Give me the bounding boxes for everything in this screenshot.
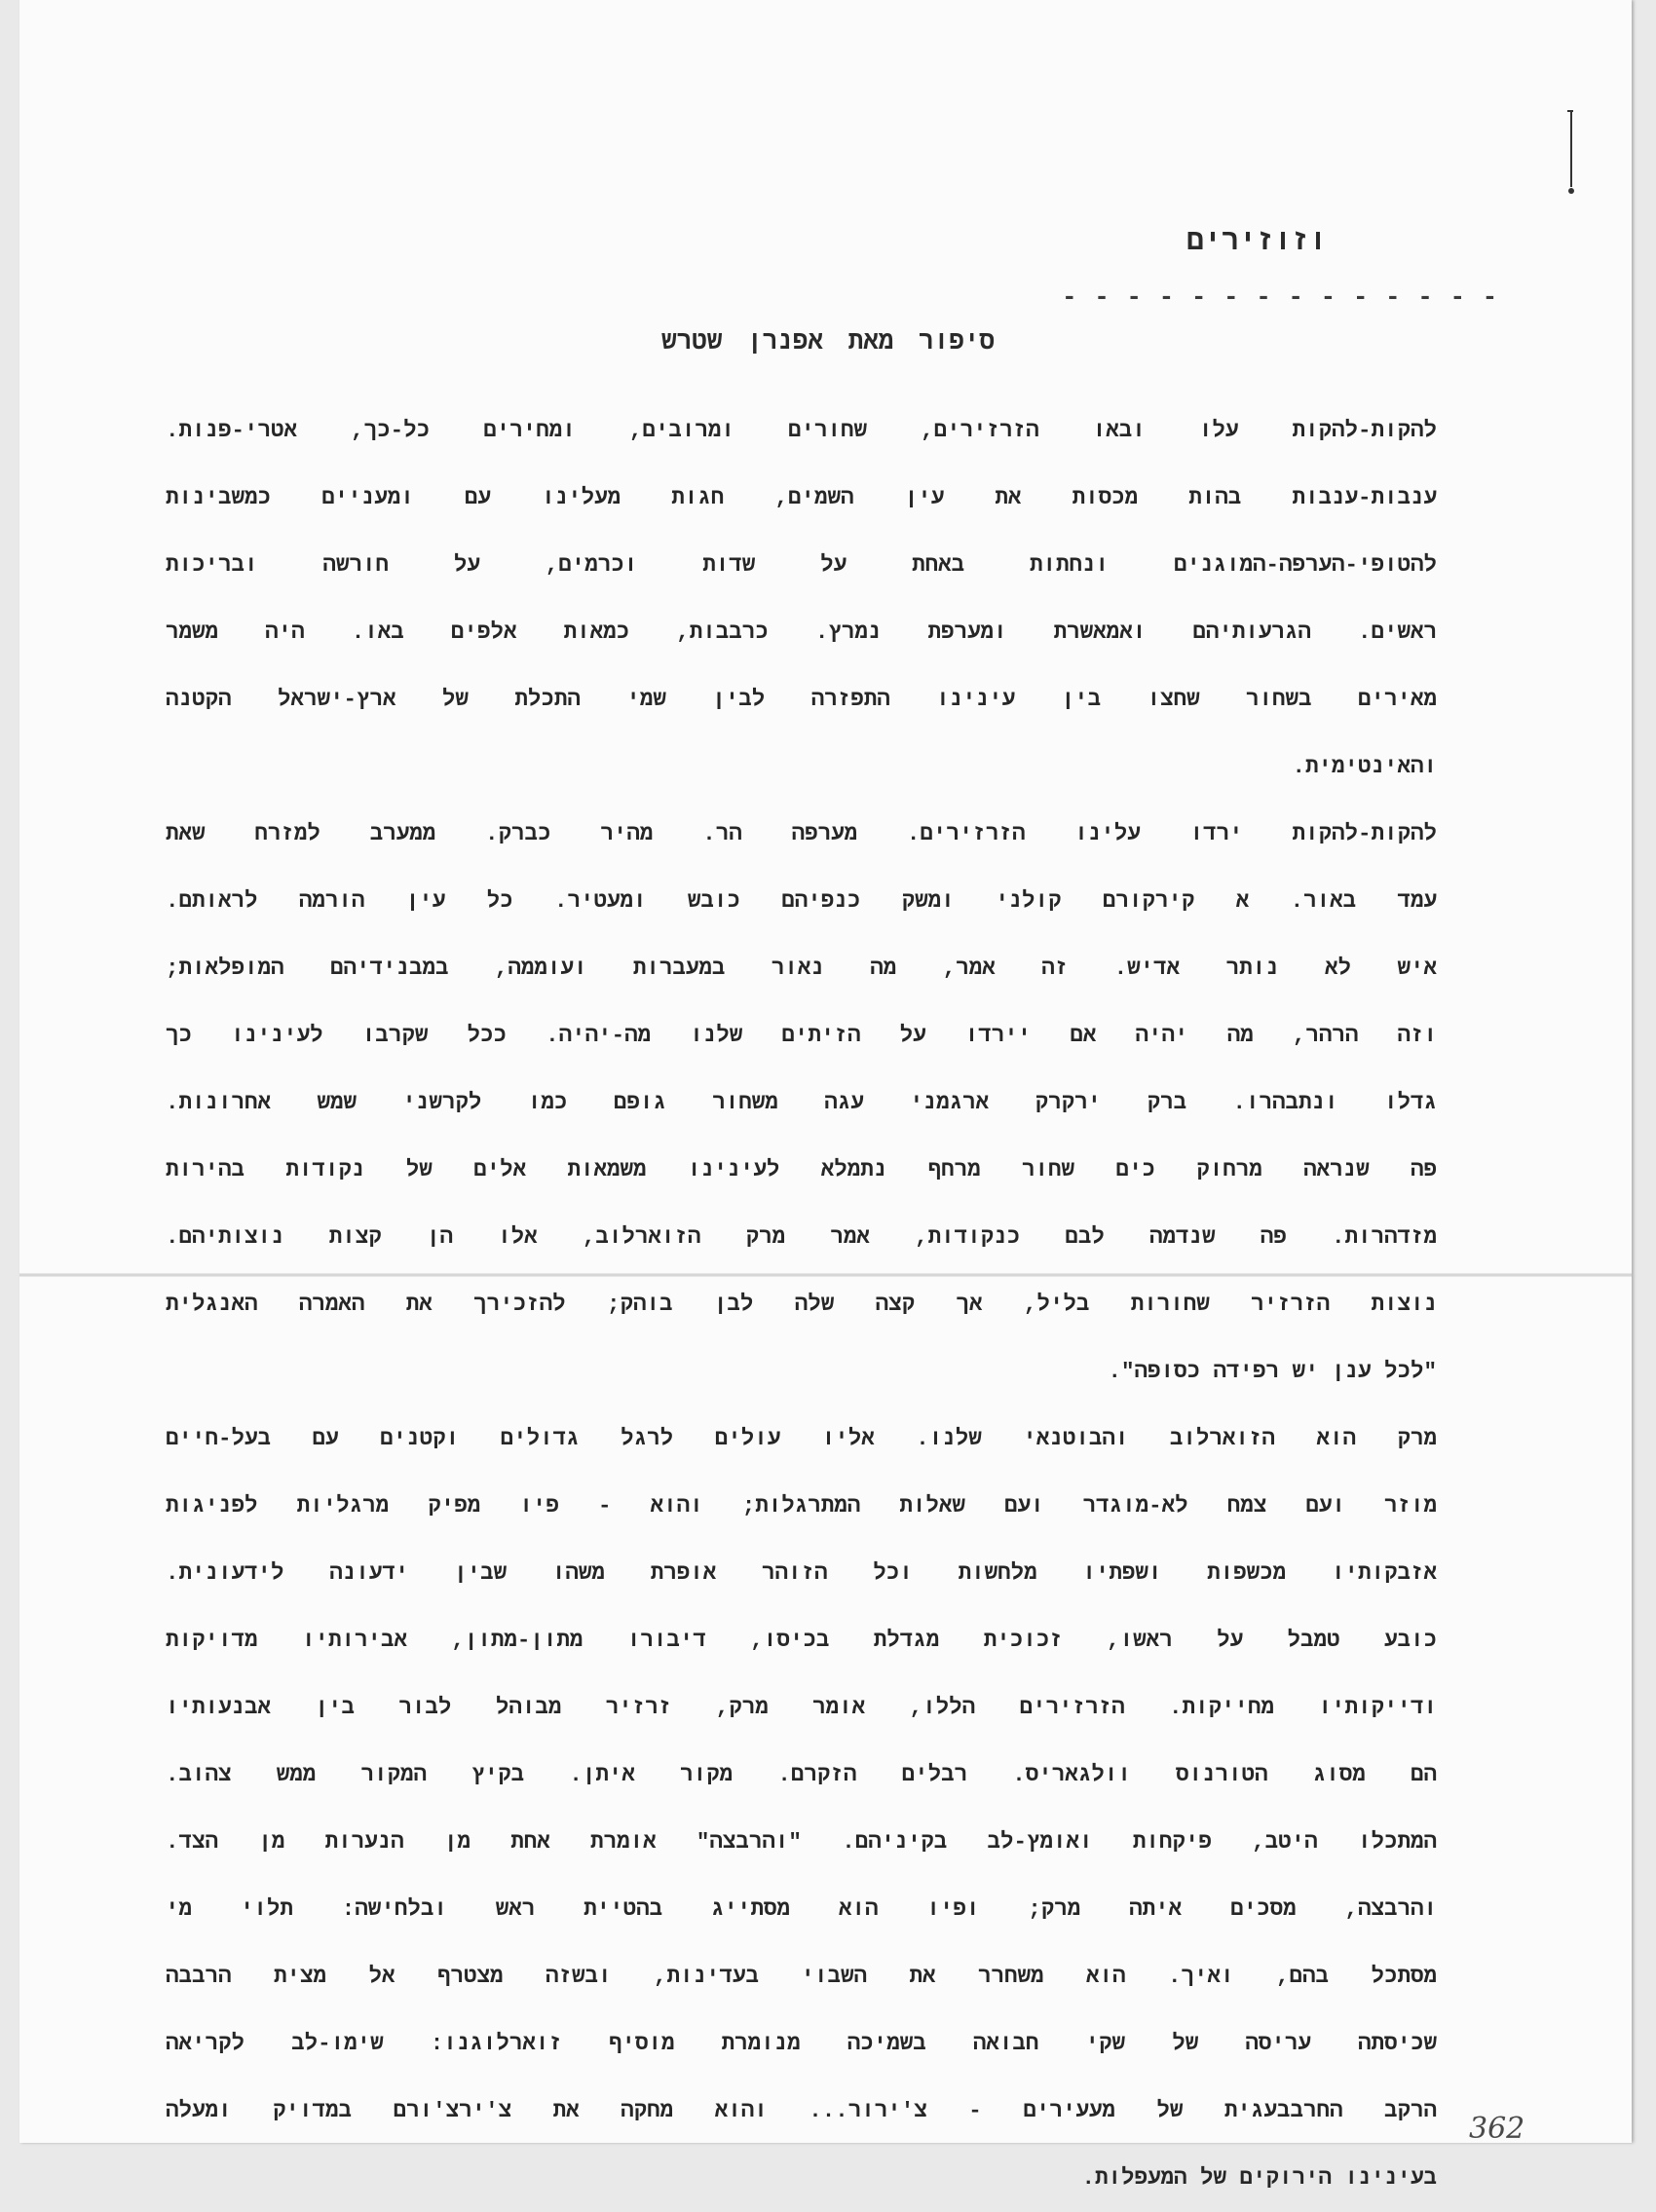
text-line: נוצות הזרזיר שחורות בליל, אך קצה שלה לבן בוהק; להזכירך את האמרה האנגלית xyxy=(166,1292,1437,1317)
text-line: המתכלו היטב, פיקחות ואומץ-לב בקיניהם. "והרבצה" אומרת אחת מן הנערות מן הצד. xyxy=(166,1829,1437,1855)
text-line: והרבצה, מסכים איתה מרק; ופיו הוא מסתייג בהטיית ראש ובלחישה: תלוי מי xyxy=(166,1896,1437,1922)
text-line: גדלו ונתבהרו. ברק ירקרק ארגמני עגה משחור גופם כמו לקרשני שמש אחרונות. xyxy=(166,1090,1437,1115)
text-line: מוזר ועם צמח לא-מוגדר ועם שאלות המתרגלות; והוא - פיו מפיק מרגליות לפניגות xyxy=(166,1493,1437,1518)
text-line: מזדהרות. פה שנדמה לבם כנקודות, אמר מרק הזוארלוב, אלו הן קצות נוצותיהם. xyxy=(166,1224,1437,1250)
text-line: איש לא נותר אדיש. זה אמר, מה נאור במעברות ועוממה, במבנידיהם המופלאות; xyxy=(166,956,1437,981)
text-line: כובע טמבל על ראשו, זכוכית מגדלת בכיסו, דיבורו מתון-מתון, אבירותיו מדויקות xyxy=(166,1628,1437,1653)
text-line: "לכל ענן יש רפידה כסופה". xyxy=(1108,1359,1437,1384)
body-text xyxy=(166,397,1437,2212)
text-line: אזבקותיו מכשפות ושפתיו מלחשות וכל הזוהר אופרת משהו שבין ידעונה לידעונית. xyxy=(166,1560,1437,1586)
text-line: פה שנראה מרחוק כים שחור מרחף נתמלא לעינינו משמאות אלים של נקודות בהירות xyxy=(166,1157,1437,1182)
page-number: 362 xyxy=(1469,2112,1525,2146)
text-line: הרקב החרבבעגית של מעעירים - צ'ירור... והוא מחקה את צ'ירצ'ורם במדויק ומעלה xyxy=(166,2098,1437,2123)
text-line: ראשים. הגרעותיהם ואמאשרת ומערפת נמרץ. כרבבות, כמאות אלפים באו. היה משמר xyxy=(166,619,1437,645)
text-line: ענבות-ענבות בהות מכסות את עין השמים, חגות מעלינו עם ומעניים כמשבינות xyxy=(166,485,1437,510)
text-line: מאירים בשחור שחצו בין עינינו התפזרה לבין שמי התכלת של ארץ-ישראל הקטנה xyxy=(166,687,1437,712)
text-line: מרק הוא הזוארלוב והבוטנאי שלנו. אליו עולים לרגל גדולים וקטנים עם בעל-חיים xyxy=(166,1426,1437,1451)
text-line: בעינינו הירוקים של המעפלות. xyxy=(1081,2165,1437,2191)
document-title: וזוזירים xyxy=(1186,226,1328,259)
text-line: מסתכל בהם, ואיך. הוא משחרר את השבוי בעדינות, ובשזה מצטרף אל מצית הרבבה xyxy=(166,1964,1437,1989)
text-line: ודייקותיו מחייקות. הזרזירים הללו, אומר מרק, זרזיר מבוהל לבור בין אבנעותיו xyxy=(166,1695,1437,1720)
document-subtitle: סיפור מאת אפנרן שטרש xyxy=(660,327,996,356)
text-line: הם מסוג הטורנוס וולגאריס. רבלים הזקרם. מקור איתן. בקיץ המקור ממש צהוב. xyxy=(166,1762,1437,1787)
text-line: שכיסתה עריסה של שקי חבואה בשמיכה מנומרת מוסיף זוארלוגנו: שימו-לב לקריאה xyxy=(166,2031,1437,2056)
title-underline: - - - - - - - - - - - - - - xyxy=(1062,282,1499,312)
text-line: והאינטימית. xyxy=(1292,754,1437,779)
text-line: עמד באור. א קירקורם קולני ומשק כנפיהם כובש ומעטיר. כל עין הורמה לראותם. xyxy=(166,888,1437,914)
text-line: וזה הרהר, מה יהיה אם יירדו על הזיתים שלנו מה-יהיה. ככל שקרבו לעינינו כך xyxy=(166,1023,1437,1048)
text-line: להקות-להקות עלו ובאו הזרזירים, שחורים ומרובים, ומחירים כל-כך, אטרי-פנות. xyxy=(166,418,1437,443)
text-line: להטופי-הערפה-המוגנים ונחתות באחת על שדות וכרמים, על חורשה ובריכות xyxy=(166,552,1437,578)
text-line: להקות-להקות ירדו עלינו הזרזירים. מערפה הר. מהיר כברק. ממערב למזרח שאת xyxy=(166,821,1437,846)
staple-mark xyxy=(1563,109,1577,195)
document-page xyxy=(19,0,1632,2191)
